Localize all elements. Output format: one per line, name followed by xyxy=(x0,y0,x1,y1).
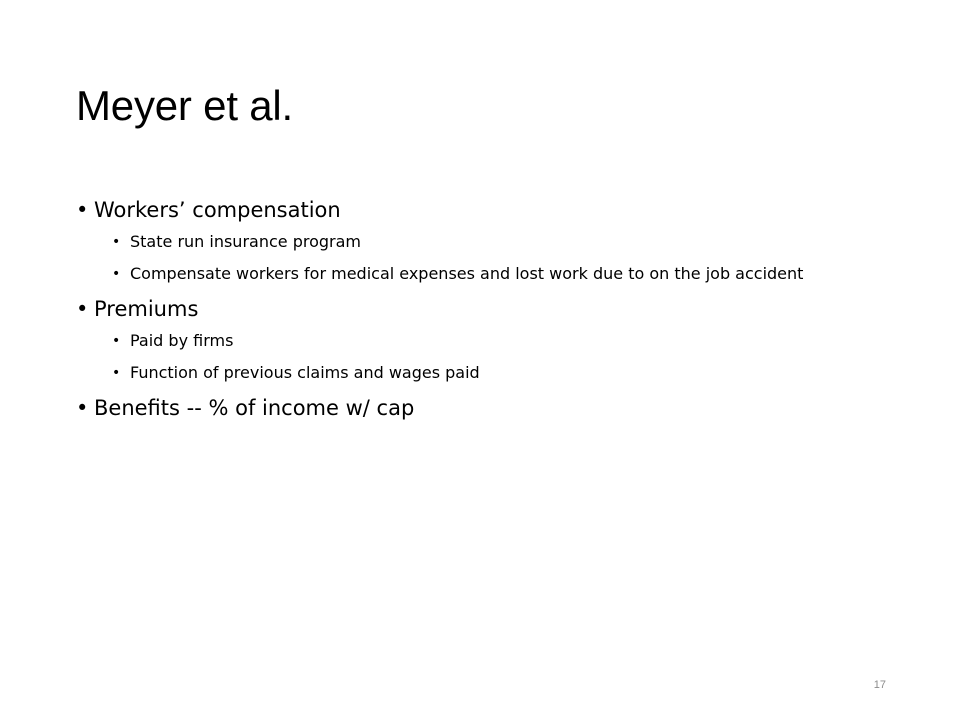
sub-bullet-text: Function of previous claims and wages paid xyxy=(130,363,480,382)
sub-bullet-item xyxy=(112,230,876,253)
sub-bullet-item xyxy=(112,361,876,384)
bullet-icon: • xyxy=(76,396,89,420)
sub-bullet-text: Paid by firms xyxy=(130,331,234,350)
bullet-icon: • xyxy=(76,198,89,222)
bullet-icon: • xyxy=(112,234,121,250)
bullet-icon: • xyxy=(112,365,121,381)
bullet-text: Benefits -- % of income w/ cap xyxy=(94,396,415,420)
sub-bullet-text: State run insurance program xyxy=(130,232,361,251)
bullet-icon: • xyxy=(76,297,89,321)
slide-title: Meyer et al. xyxy=(76,82,294,129)
bullet-item-workers-compensation xyxy=(76,194,876,226)
bullet-item-premiums xyxy=(76,293,876,325)
sub-bullet-item xyxy=(112,262,876,285)
slide-body xyxy=(76,194,876,424)
bullet-text: Workers’ compensation xyxy=(94,198,341,222)
bullet-icon: • xyxy=(112,333,121,349)
bullet-item-benefits xyxy=(76,392,876,424)
page-number: 17 xyxy=(873,679,886,691)
sub-bullet-list xyxy=(76,329,876,384)
sub-bullet-item xyxy=(112,329,876,352)
bullet-icon: • xyxy=(112,266,121,282)
sub-bullet-list xyxy=(76,230,876,285)
sub-bullet-text: Compensate workers for medical expenses and lost work due to on the job accident xyxy=(130,264,804,283)
bullet-text: Premiums xyxy=(94,297,199,321)
